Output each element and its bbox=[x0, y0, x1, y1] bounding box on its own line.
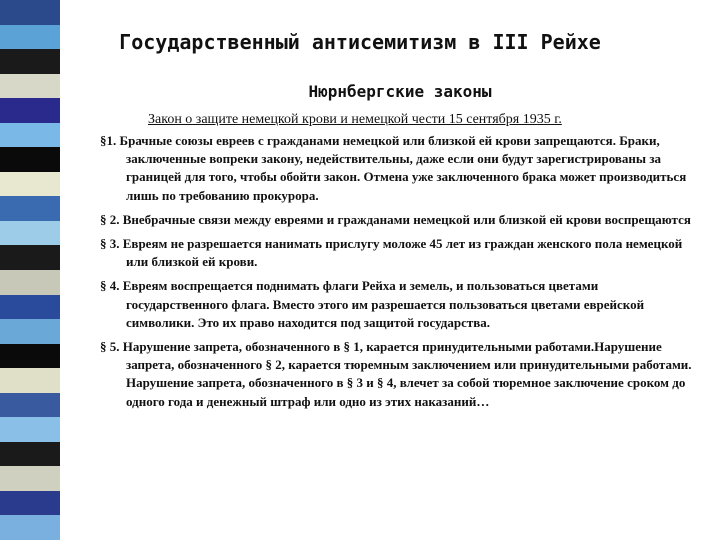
stripe-segment bbox=[0, 245, 60, 270]
stripe-segment bbox=[0, 270, 60, 295]
decorative-color-stripe bbox=[0, 0, 60, 540]
section-2: § 2. Внебрачные связи между евреями и гражданами немецкой или близкой ей крови воспрещаются bbox=[100, 211, 691, 227]
stripe-segment bbox=[0, 295, 60, 320]
section-5: § 5. Нарушение запрета, обозначенного в § 1, карается принудительными работами.Нарушение запрета, обозначенного § 2, карается тюремным заключением или принудительными работами. Нарушение запрета, обозначенного в § 3 и § 4, влечет за собой тюремное заключение сроком до одного года и денежный штраф или одно из этих наказаний… bbox=[100, 339, 692, 409]
stripe-segment bbox=[0, 417, 60, 442]
stripe-segment bbox=[0, 147, 60, 172]
stripe-segment bbox=[0, 123, 60, 148]
stripe-segment bbox=[0, 98, 60, 123]
section-3: § 3. Евреям не разрешается нанимать прислугу моложе 45 лет из граждан женского пола немецкой или близкой ей крови. bbox=[100, 236, 683, 270]
section-1: §1. Брачные союзы евреев с гражданами немецкой или близкой ей крови запрещаются. Браки, заключенные вопреки закону, недействительны, даже если они будут зарегистрированы за границей для того, чтобы обойти закон. Отмена уже заключенного брака может производиться лишь по требованию прокурора. bbox=[100, 133, 687, 203]
law-sections bbox=[100, 132, 700, 417]
stripe-segment bbox=[0, 172, 60, 197]
stripe-segment bbox=[0, 393, 60, 418]
stripe-segment bbox=[0, 344, 60, 369]
stripe-segment bbox=[0, 221, 60, 246]
law-title: Закон о защите немецкой крови и немецкой чести 15 сентября 1935 г. bbox=[148, 112, 562, 127]
stripe-segment bbox=[0, 491, 60, 516]
stripe-segment bbox=[0, 368, 60, 393]
slide-subtitle: Нюрнбергские законы bbox=[308, 82, 492, 101]
stripe-segment bbox=[0, 0, 60, 25]
stripe-segment bbox=[0, 466, 60, 491]
stripe-segment bbox=[0, 442, 60, 467]
slide-title: Государственный антисемитизм в III Рейхе bbox=[119, 30, 601, 54]
stripe-segment bbox=[0, 515, 60, 540]
section-4: § 4. Евреям воспрещается поднимать флаги Рейха и земель, и пользоваться цветами государственного флага. Вместо этого им разрешается пользоваться цветами еврейской символики. Это их право находится под защитой государства. bbox=[100, 278, 645, 330]
stripe-segment bbox=[0, 196, 60, 221]
stripe-segment bbox=[0, 319, 60, 344]
